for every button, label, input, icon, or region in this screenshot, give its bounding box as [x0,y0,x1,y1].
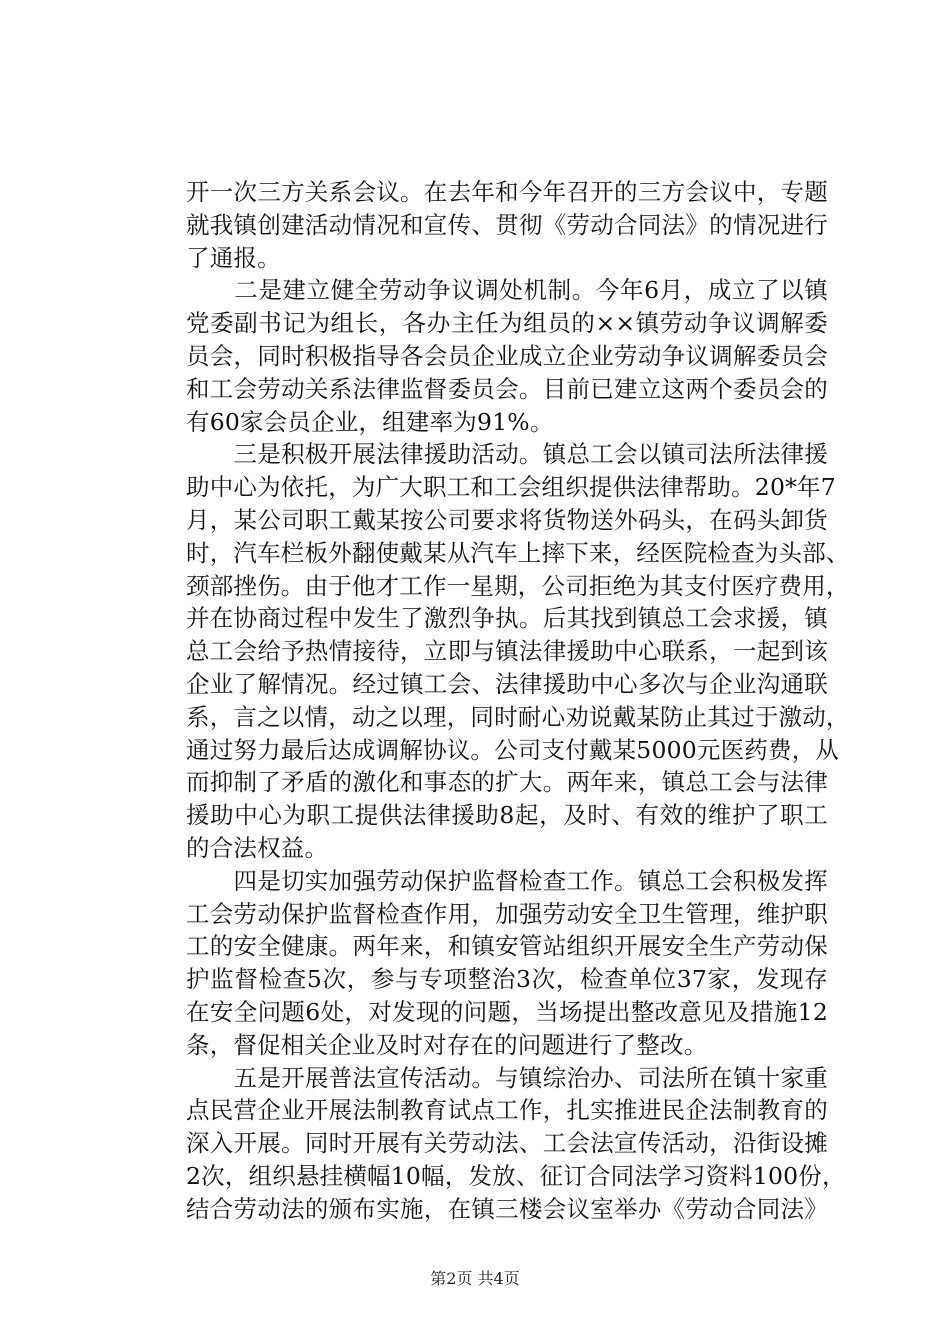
text-line: 三是积极开展法律援助活动。镇总工会以镇司法所法律援 [186,440,828,469]
text-line: 助中心为依托，为广大职工和工会组织提供法律帮助。20*年7 [186,473,836,502]
text-line: 2次，组织悬挂横幅10幅，发放、征订合同法学习资料100份， [186,1161,846,1190]
text-line: 援助中心为职工提供法律援助8起，及时、有效的维护了职工 [186,801,828,830]
document-body [186,176,850,1226]
page-footer: 第2页 共4页 [430,1269,520,1288]
text-line: 深入开展。同时开展有关劳动法、工会法宣传活动，沿街设摊 [186,1129,828,1158]
text-line: 有60家会员企业，组建率为91%。 [186,407,554,436]
text-line: 颈部挫伤。由于他才工作一星期，公司拒绝为其支付医疗费用， [186,571,850,600]
text-line: 工会劳动保护监督检查作用，加强劳动安全卫生管理，维护职 [186,899,828,928]
text-line: 点民营企业开展法制教育试点工作，扎实推进民企法制教育的 [186,1096,828,1125]
text-line: 并在协商过程中发生了激烈争执。后其找到镇总工会求援，镇 [186,604,828,633]
text-line: 和工会劳动关系法律监督委员会。目前已建立这两个委员会的 [186,374,828,403]
text-line: 月，某公司职工戴某按公司要求将货物送外码头，在码头卸货 [186,505,828,534]
text-line: 就我镇创建活动情况和宣传、贯彻《劳动合同法》的情况进行 [186,210,828,239]
text-line: 总工会给予热情接待，立即与镇法律援助中心联系，一起到该 [186,637,828,666]
text-line: 工的安全健康。两年来，和镇安管站组织开展安全生产劳动保 [186,932,828,961]
text-line: 员会，同时积极指导各会员企业成立企业劳动争议调解委员会 [186,341,828,370]
text-line: 条，督促相关企业及时对存在的问题进行了整改。 [186,1030,708,1059]
text-line: 护监督检查5次，参与专项整治3次，检查单位37家，发现存 [186,965,828,994]
text-line: 党委副书记为组长，各办主任为组员的××镇劳动争议调解委 [186,309,828,338]
text-line: 结合劳动法的颁布实施，在镇三楼会议室举办《劳动合同法》 [186,1194,828,1223]
text-line: 的合法权益。 [186,833,329,862]
text-line: 四是切实加强劳动保护监督检查工作。镇总工会积极发挥 [186,866,828,895]
text-line: 二是建立健全劳动争议调处机制。今年6月，成立了以镇 [186,276,828,305]
text-line: 而抑制了矛盾的激化和事态的扩大。两年来，镇总工会与法律 [186,768,828,797]
text-line: 在安全问题6处，对发现的问题，当场提出整改意见及措施12 [186,997,828,1026]
text-line: 了通报。 [186,243,281,272]
text-line: 企业了解情况。经过镇工会、法律援助中心多次与企业沟通联 [186,669,828,698]
text-line: 系，言之以情，动之以理，同时耐心劝说戴某防止其过于激动， [186,702,850,731]
text-line: 五是开展普法宣传活动。与镇综治办、司法所在镇十家重 [186,1063,828,1092]
text-line: 时，汽车栏板外翻使戴某从汽车上摔下来，经医院检查为头部、 [186,538,850,567]
text-line: 通过努力最后达成调解协议。公司支付戴某5000元医药费，从 [186,735,840,764]
text-line: 开一次三方关系会议。在去年和今年召开的三方会议中，专题 [186,178,828,206]
